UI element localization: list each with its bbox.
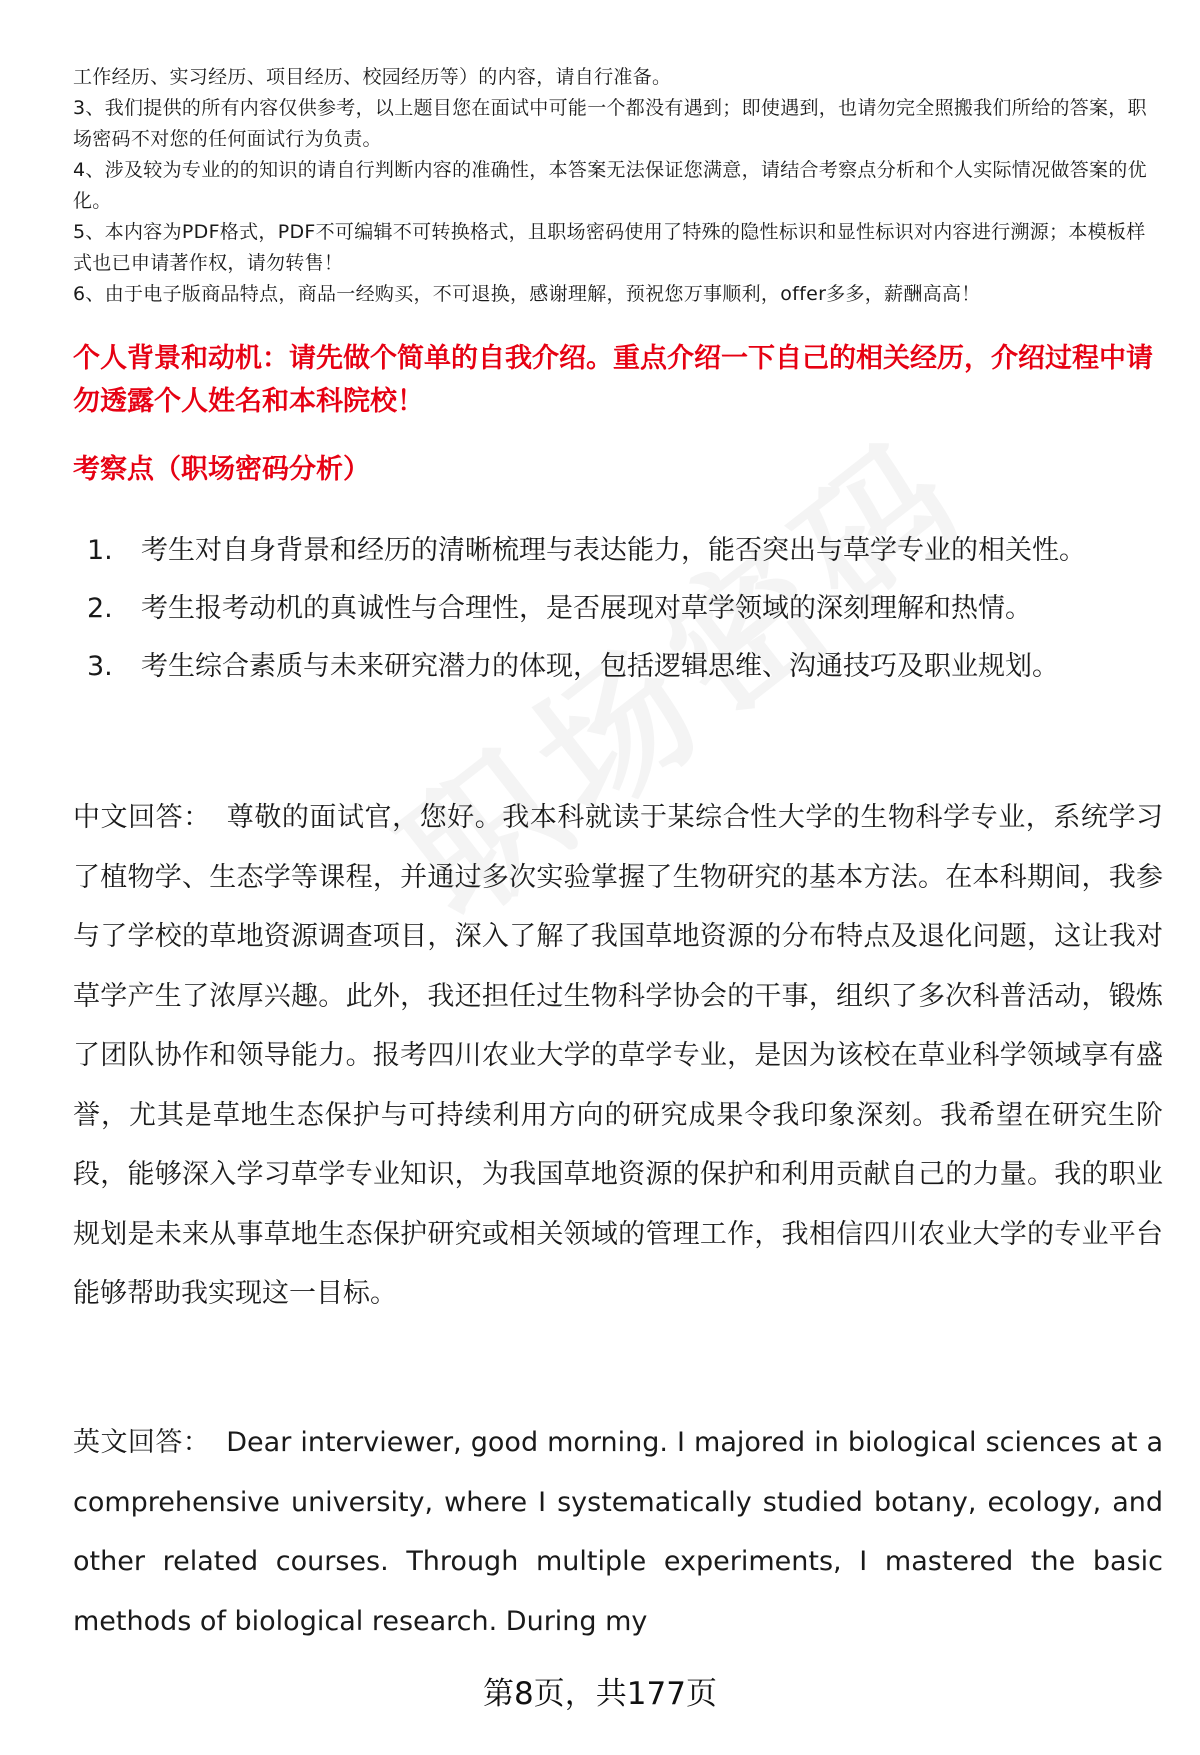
answer-english bbox=[73, 1413, 1163, 1651]
point-text: 考生报考动机的真诚性与合理性，是否展现对草学领域的深刻理解和热情。 bbox=[141, 593, 1032, 624]
note-line: 3、我们提供的所有内容仅供参考，以上题目您在面试中可能一个都没有遇到；即使遇到，也请勿完全照搬我们所给的答案，职场密码不对您的任何面试行为负责。 bbox=[73, 97, 1147, 150]
note-line: 6、由于电子版商品特点，商品一经购买，不可退换，感谢理解，预祝您万事顺利，offer多多，薪酬高高！ bbox=[73, 283, 981, 305]
analysis-label: 考察点（职场密码分析） bbox=[73, 454, 370, 485]
answer-chinese-label: 中文回答： bbox=[73, 802, 211, 833]
note-line: 5、本内容为PDF格式，PDF不可编辑不可转换格式，且职场密码使用了特殊的隐性标识和显性标识对内容进行溯源；本模板样式也已申请著作权，请勿转售！ bbox=[73, 221, 1146, 274]
answer-chinese-text: 尊敬的面试官，您好。我本科就读于某综合性大学的生物科学专业，系统学习了植物学、生态学等课程，并通过多次实验掌握了生物研究的基本方法。在本科期间，我参与了学校的草地资源调查项目，深入了解了我国草地资源的分布特点及退化问题，这让我对草学产生了浓厚兴趣。此外，我还担任过生物科学协会的干事，组织了多次科普活动，锻炼了团队协作和领导能力。报考四川农业大学的草学专业，是因为该校在草业科学领域享有盛誉，尤其是草地生态保护与可持续利用方向的研究成果令我印象深刻。我希望在研究生阶段，能够深入学习草学专业知识，为我国草地资源的保护和利用贡献自己的力量。我的职业规划是未来从事草地生态保护研究或相关领域的管理工作，我相信四川农业大学的专业平台能够帮助我实现这一目标。 bbox=[73, 802, 1164, 1309]
answer-chinese bbox=[73, 788, 1163, 1324]
note-line: 4、涉及较为专业的的知识的请自行判断内容的准确性，本答案无法保证您满意，请结合考察点分析和个人实际情况做答案的优化。 bbox=[73, 159, 1147, 212]
point-number: 2. bbox=[87, 593, 113, 624]
point-text: 考生综合素质与未来研究潜力的体现，包括逻辑思维、沟通技巧及职业规划。 bbox=[141, 651, 1059, 682]
list-item bbox=[73, 638, 1163, 696]
page-footer: 第8页，共177页 bbox=[483, 1676, 717, 1712]
list-item bbox=[73, 580, 1163, 638]
note-line: 工作经历、实习经历、项目经历、校园经历等）的内容，请自行准备。 bbox=[73, 66, 672, 88]
notes-section bbox=[73, 62, 1163, 310]
list-item bbox=[73, 522, 1163, 580]
answer-english-text: Dear interviewer, good morning. I majored in biological sciences at a comprehensive university, where I systematically studied botany, ecology, and other related courses. Through multiple experiments, I mastered the basic methods of biological research. During my bbox=[73, 1427, 1163, 1637]
question-heading: 个人背景和动机：请先做个简单的自我介绍。重点介绍一下自己的相关经历，介绍过程中请勿透露个人姓名和本科院校！ bbox=[73, 343, 1153, 417]
point-number: 3. bbox=[87, 651, 113, 682]
answer-english-label: 英文回答： bbox=[73, 1427, 211, 1458]
analysis-points bbox=[73, 522, 1163, 696]
point-number: 1. bbox=[87, 535, 113, 566]
point-text: 考生对自身背景和经历的清晰梳理与表达能力，能否突出与草学专业的相关性。 bbox=[141, 535, 1086, 566]
